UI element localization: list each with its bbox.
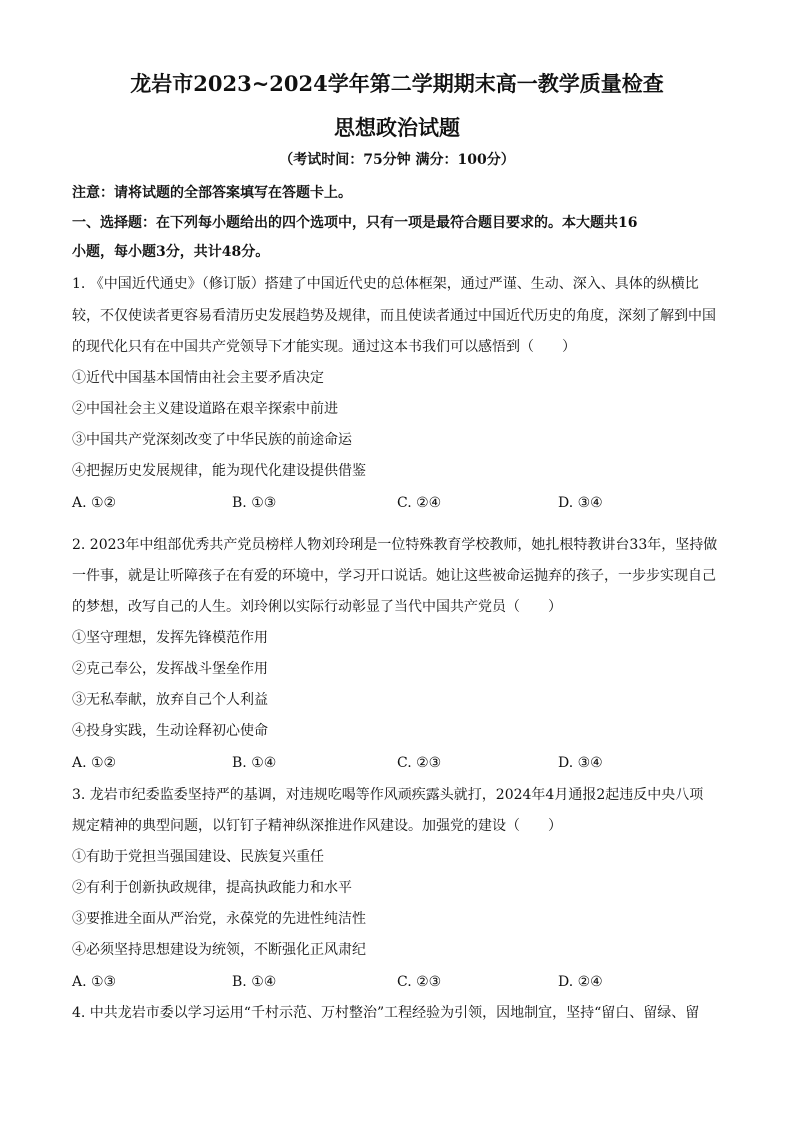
question-2-statement-1: ①坚守理想，发挥先锋模范作用 — [72, 630, 268, 646]
question-3-option-d: D. ②④ — [558, 974, 603, 990]
question-2-stem-line-1: 2. 2023年中组部优秀共产党员榜样人物刘玲琍是一位特殊教育学校教师，她扎根特教讲台33年，坚持做 — [72, 537, 718, 553]
question-1-stem-line-1: 1. 《中国近代通史》（修订版）搭建了中国近代史的总体框架，通过严谨、生动、深入、具体的纵横比 — [72, 276, 699, 292]
question-4-stem-line-1: 4. 中共龙岩市委以学习运用“千村示范、万村整治”工程经验为引领，因地制宜，坚持“留白、留绿、留 — [72, 1005, 700, 1021]
question-3-option-a: A. ①③ — [72, 974, 117, 990]
question-2-statement-2: ②克己奉公，发挥战斗堡垒作用 — [72, 661, 268, 677]
question-1-statement-1: ①近代中国基本国情由社会主要矛盾决定 — [72, 370, 324, 386]
notice: 注意：请将试题的全部答案填写在答题卡上。 — [72, 185, 352, 201]
question-3-statement-1: ①有助于党担当强国建设、民族复兴重任 — [72, 849, 324, 865]
question-3-statement-2: ②有利于创新执政规律，提高执政能力和水平 — [72, 880, 352, 896]
question-1-option-b: B. ①③ — [232, 495, 277, 511]
question-2-statement-4: ④投身实践，生动诠释初心使命 — [72, 723, 268, 739]
question-3-stem-line-2: 规定精神的典型问题，以钉钉子精神纵深推进作风建设。加强党的建设（ ） — [72, 818, 562, 834]
question-2-option-a: A. ①② — [72, 755, 117, 771]
exam-title: 龙岩市2023~2024学年第二学期期末高一教学质量检查 — [130, 71, 664, 96]
question-2-statement-3: ③无私奉献，放弃自己个人利益 — [72, 692, 268, 708]
question-3-statement-4: ④必须坚持思想建设为统领，不断强化正风肃纪 — [72, 942, 366, 958]
question-2-stem-line-3: 的梦想，改写自己的人生。刘玲俐以实际行动彰显了当代中国共产党员（ ） — [72, 599, 562, 615]
question-3-option-b: B. ①④ — [232, 974, 277, 990]
question-2-option-d: D. ③④ — [558, 755, 603, 771]
question-3-option-c: C. ②③ — [397, 974, 442, 990]
question-1-option-a: A. ①② — [72, 495, 117, 511]
exam-subject: 思想政治试题 — [334, 115, 460, 140]
section-instruction-line-1: 一、选择题：在下列每小题给出的四个选项中，只有一项是最符合题目要求的。本大题共16 — [72, 215, 638, 231]
question-1-stem-line-2: 较，不仅使读者更容易看清历史发展趋势及规律，而且使读者通过中国近代历史的角度，深刻了解到中国 — [72, 308, 716, 324]
question-1-option-c: C. ②④ — [397, 495, 442, 511]
exam-time-score: （考试时间：75分钟 满分：100分） — [279, 152, 515, 168]
question-1-options — [72, 493, 732, 513]
question-3-options — [72, 972, 732, 992]
question-2-stem-line-2: 一件事，就是让听障孩子在有爱的环境中，学习开口说话。她让这些被命运抛弃的孩子，一步步实现自己 — [72, 568, 716, 584]
question-2-options — [72, 753, 732, 773]
question-1-statement-3: ③中国共产党深刻改变了中华民族的前途命运 — [72, 432, 352, 448]
question-3-statement-3: ③要推进全面从严治党，永葆党的先进性纯洁性 — [72, 911, 366, 927]
question-1-option-d: D. ③④ — [558, 495, 603, 511]
question-3-stem-line-1: 3. 龙岩市纪委监委坚持严的基调，对违规吃喝等作风顽疾露头就打，2024年4月通报2起违反中央八项 — [72, 787, 704, 803]
question-2-option-b: B. ①④ — [232, 755, 277, 771]
question-1-stem-line-3: 的现代化只有在中国共产党领导下才能实现。通过这本书我们可以感悟到（ ） — [72, 339, 576, 355]
question-1-statement-2: ②中国社会主义建设道路在艰辛探索中前进 — [72, 401, 338, 417]
section-instruction-line-2: 小题，每小题3分，共计48分。 — [72, 244, 270, 260]
question-2-option-c: C. ②③ — [397, 755, 442, 771]
question-1-statement-4: ④把握历史发展规律，能为现代化建设提供借鉴 — [72, 463, 366, 479]
